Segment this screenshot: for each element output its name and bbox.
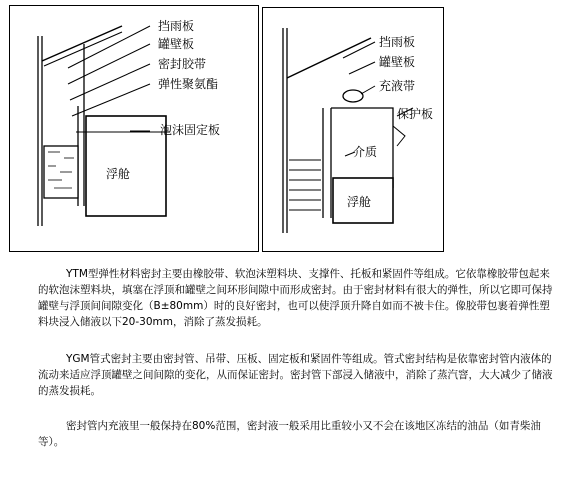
paragraph-ygm-seal: YGM管式密封主要由密封管、吊带、压板、固定板和紧固件等组成。管式密封结构是依靠密封管内液体的流动来适应浮顶罐壁之间间隙的变化，从而保证密封。密封管下部浸入储液中，消除了蒸汽窨，大大减少了储液的蒸发损耗。 [38, 353, 553, 397]
label-rain-guard: 挡雨板 [158, 19, 195, 33]
right-seal-diagram [263, 8, 443, 251]
label-rain-guard: 挡雨板 [379, 35, 416, 49]
label-fill-belt: 充液带 [379, 79, 416, 93]
label-elastic-pu: 弹性聚氨酯 [158, 77, 219, 91]
label-foam-plate: 泡沫固定板 [160, 123, 221, 137]
label-floating-pontoon: 浮舱 [106, 167, 131, 181]
paragraph-ytm-seal: YTM型弹性材料密封主要由橡胶带、软泡沫塑料块、支撑件、托板和紧固件等组成。它依靠橡胶带包起来的软泡沫塑料块，填塞在浮顶和罐壁之间环形间隙中而形成密封。由于密封材料有很大的弹性，所以它即可保持罐壁与浮顶间间隙变化（B±80mm）时的良好密封，也可以使浮顶升降自如而不被卡住。像胶带包裹着弹性塑料块浸入储液以下20-30mm，消除了蒸发损耗。 [38, 268, 553, 328]
label-tank-wall: 罐壁板 [158, 37, 195, 51]
rain-guard-shape [42, 26, 122, 61]
rain-guard-shape [287, 38, 371, 78]
fill-belt-tube [343, 90, 363, 102]
left-seal-diagram [10, 6, 258, 251]
label-floating-pontoon: 浮舱 [347, 195, 372, 209]
right-figure-panel [262, 7, 444, 252]
label-medium: 介质 [353, 145, 378, 159]
paragraph-fill-level: 密封管内充液里一般保持在80%范围，密封液一般采用比重较小又不会在该地区冻结的油品（如青柴油等）。 [38, 420, 541, 448]
floating-pontoon [86, 116, 166, 216]
label-protect-plate: 保护板 [397, 107, 434, 121]
label-seal-belt: 密封胶带 [158, 57, 207, 71]
medium-liquid [289, 160, 321, 210]
left-figure-panel [9, 5, 259, 252]
label-tank-wall: 罐壁板 [379, 55, 416, 69]
